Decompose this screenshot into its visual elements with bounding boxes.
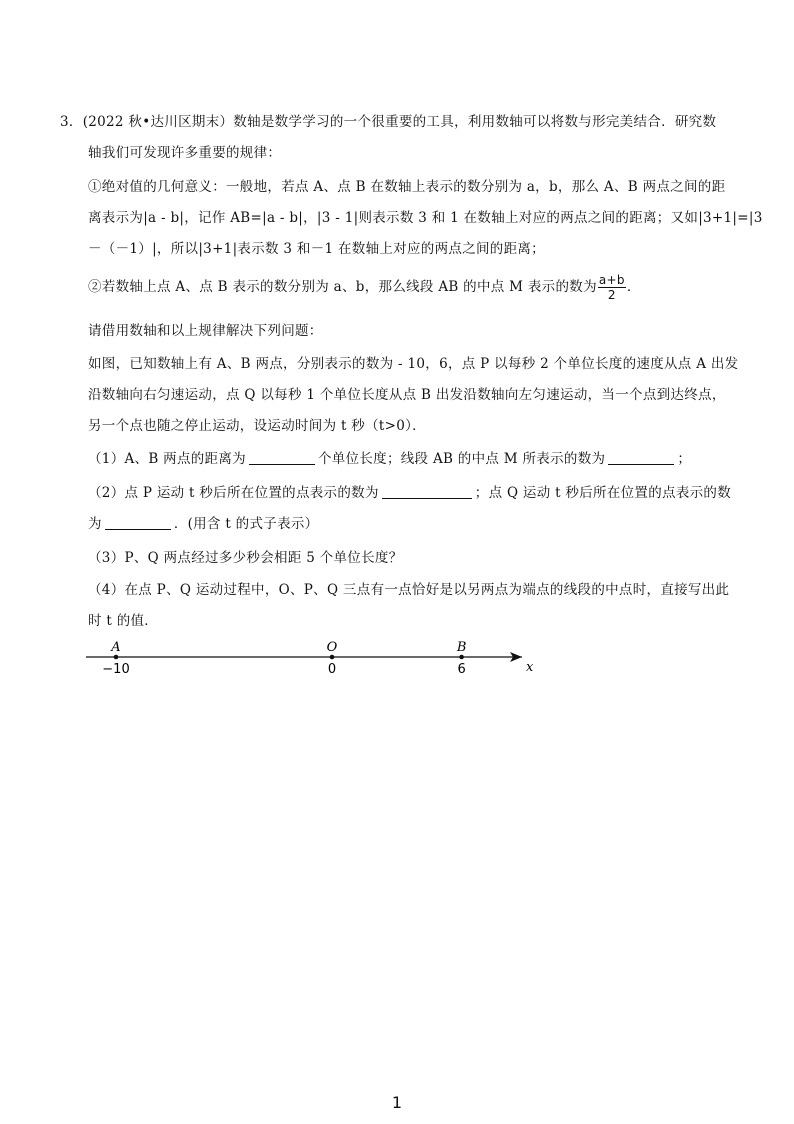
question-4-line-1: （4）在点 P、Q 运动过程中，O、P、Q 三点有一点恰好是以另两点为端点的线段的中点时，直接写出此 <box>88 582 730 598</box>
question-1 <box>88 444 738 475</box>
q1-text-a: （1）A、B 两点的距离为 <box>88 451 246 467</box>
axis-label: x <box>526 660 534 675</box>
answer-blank-distance[interactable] <box>249 450 315 465</box>
rule2-text: ②若数轴上点 A、点 B 表示的数分别为 a、b，那么线段 AB 的中点 M 表示的数为 <box>88 279 597 295</box>
intro-line-1: 3．(2022 秋•达川区期末）数轴是数学学习的一个很重要的工具，利用数轴可以将数与形完美结合．研究数 <box>60 114 717 130</box>
point-b-dot <box>459 655 464 660</box>
q1-text-c: ； <box>677 451 692 467</box>
q2-text-c: 为 <box>88 516 102 532</box>
question-2-line-2 <box>88 509 738 540</box>
tick-label-b: 6 <box>457 662 466 677</box>
tick-label-a: −10 <box>102 662 130 677</box>
fraction-numerator: a+b <box>598 273 625 287</box>
point-a-dot <box>114 655 119 660</box>
fraction-denominator: 2 <box>607 288 616 302</box>
q2-text-d: ．(用含 t 的式子表示） <box>173 516 319 532</box>
intro-line-2: 轴我们可发现许多重要的规律： <box>88 145 282 161</box>
q1-text-b: 个单位长度；线段 AB 的中点 M 所表示的数为 <box>317 451 606 467</box>
points-layer <box>102 640 466 677</box>
setup-line-1: 如图，已知数轴上有 A、B 两点，分别表示的数为 - 10，6，点 P 以每秒 2 个单位长度的速度从点 A 出发 <box>88 356 739 372</box>
setup-line-2: 沿数轴向右匀速运动，点 Q 以每秒 1 个单位长度从点 B 出发沿数轴向左匀速运动，当一个点到达终点， <box>88 387 726 403</box>
question-3: （3）P、Q 两点经过多少秒会相距 5 个单位长度？ <box>88 550 403 566</box>
number-line-figure <box>86 638 536 680</box>
rule2-line <box>88 272 738 303</box>
question-4-line-2: 时 t 的值． <box>88 613 159 629</box>
instruction-line: 请借用数轴和以上规律解决下列问题： <box>88 323 323 339</box>
answer-blank-midpoint[interactable] <box>608 450 674 465</box>
tick-label-o: 0 <box>327 662 337 677</box>
point-o-dot <box>330 655 335 660</box>
q2-text-a: （2）点 P 运动 t 秒后所在位置的点表示的数为 <box>88 485 379 501</box>
answer-blank-q-position[interactable] <box>105 515 171 530</box>
point-b-label: B <box>456 640 467 655</box>
rule1-line-1: ①绝对值的几何意义：一般地，若点 A、点 B 在数轴上表示的数分别为 a，b，那么 A、B 两点之间的距 <box>88 179 726 195</box>
q2-text-b: ；点 Q 运动 t 秒后所在位置的点表示的数 <box>474 485 732 501</box>
question-2-line-1 <box>88 478 738 509</box>
point-o-label: O <box>326 640 338 655</box>
page-number: 1 <box>391 1093 403 1112</box>
point-a-label: A <box>111 640 121 655</box>
rule1-line-3: －（－1）|，所以|3+1|表示数 3 和－1 在数轴上对应的两点之间的距离； <box>88 241 545 257</box>
midpoint-fraction <box>598 273 626 302</box>
setup-line-3: 另一个点也随之停止运动，设运动时间为 t 秒（t>0）． <box>88 418 426 434</box>
rule2-end: ． <box>626 279 641 295</box>
rule1-line-2: 离表示为|a - b|，记作 AB=|a - b|，|3 - 1|则表示数 3 和 1 在数轴上对应的两点之间的距离；又如|3+1|=|3 <box>88 210 763 226</box>
answer-blank-p-position[interactable] <box>382 484 472 499</box>
